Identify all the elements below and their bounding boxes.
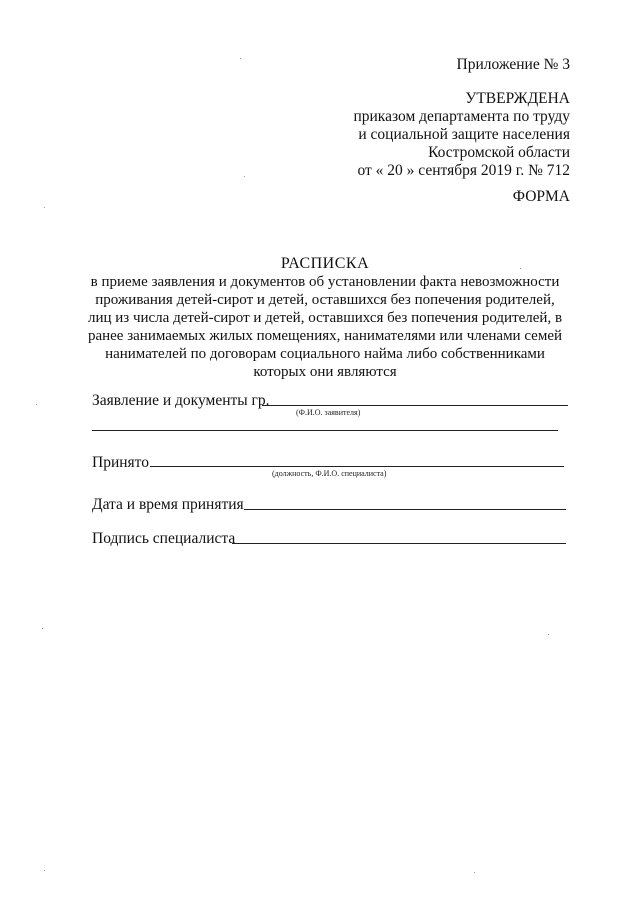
datetime-line[interactable] — [244, 509, 566, 510]
appendix-number — [457, 56, 570, 74]
accepted-line[interactable] — [150, 466, 564, 467]
scan-speck — [42, 628, 43, 629]
appendix-text: Приложение № 3 — [456, 56, 570, 73]
scan-speck — [548, 634, 549, 635]
scan-speck — [474, 872, 475, 873]
applicant-name-line[interactable] — [262, 405, 568, 406]
scan-speck — [44, 207, 45, 208]
accepted-hint: (должность, Ф.И.О. специалиста) — [272, 469, 387, 478]
approval-line-3: и социальной защите населения — [358, 126, 570, 143]
approval-line-1: УТВЕРЖДЕНА — [465, 90, 570, 107]
scan-speck — [244, 176, 245, 177]
approval-line-5: от « 20 » сентября 2019 г. № 712 — [357, 162, 570, 179]
title-line-4: ранее занимаемых жилых помещениях, нанимателями или членами семей — [87, 328, 563, 344]
title-line-1: в приеме заявления и документов об установлении факта невозможности — [90, 274, 560, 290]
approval-stamp — [353, 90, 570, 180]
title-line-6: которых они являются — [253, 364, 397, 380]
title-heading: РАСПИСКА — [280, 255, 370, 272]
applicant-hint: (Ф.И.О. заявителя) — [296, 408, 361, 417]
form-label-text: ФОРМА — [512, 188, 570, 205]
title-line-3: лиц из числа детей-сирот и детей, оставшихся без попечения родителей, в — [87, 310, 563, 326]
scan-speck — [44, 870, 45, 871]
applicant-label: Заявление и документы гр. — [92, 392, 270, 409]
approval-line-4: Костромской области — [428, 144, 570, 161]
approval-line-2: приказом департамента по труду — [353, 108, 570, 125]
signature-label: Подпись специалиста — [92, 530, 236, 547]
scan-speck — [36, 404, 37, 405]
applicant-continuation-line[interactable] — [92, 430, 558, 431]
document-title — [80, 255, 570, 381]
form-label — [513, 188, 570, 206]
title-line-5: нанимателей по договорам социального найма либо собственниками — [105, 346, 545, 362]
signature-line[interactable] — [232, 543, 566, 544]
accepted-label: Принято — [92, 454, 149, 471]
datetime-label: Дата и время принятия — [92, 496, 244, 513]
title-line-2: проживания детей-сирот и детей, оставшихся без попечения родителей, — [95, 292, 555, 308]
scan-speck — [240, 58, 241, 59]
scan-speck — [520, 268, 521, 269]
